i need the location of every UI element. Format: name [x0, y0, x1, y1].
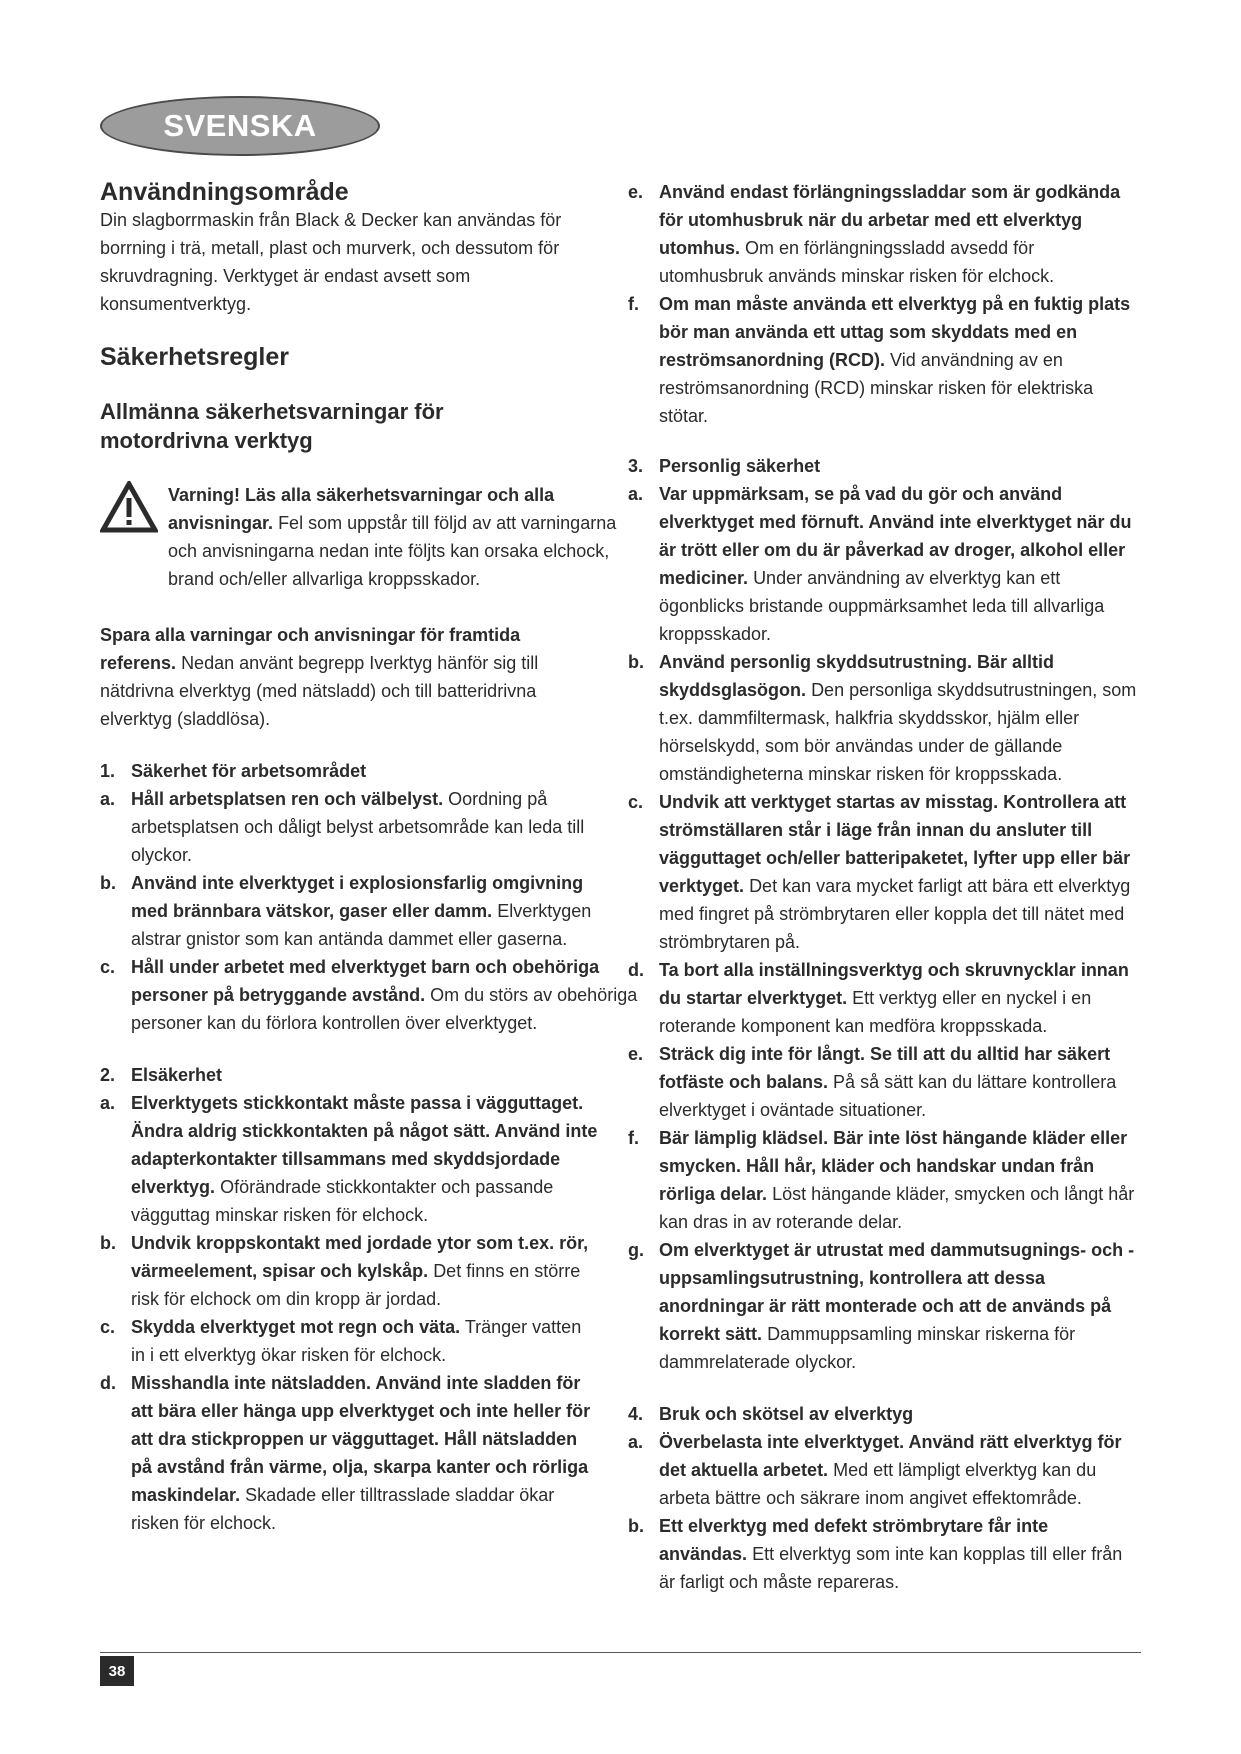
- left-column: [100, 178, 640, 1537]
- list-item: f. Bär lämplig klädsel. Bär inte löst hängande kläder eller smycken. Håll hår, kläder och handskar undan från rörliga delar. Löst hängande kläder, smycken och långt hår kan dras in av roterande delar.: [628, 1128, 1135, 1232]
- list-item: e. Sträck dig inte för långt. Se till att du alltid har säkert fotfäste och balans. På så sätt kan du lättare kontrollera elverktyget i oväntade situationer.: [628, 1044, 1117, 1120]
- list-item: c. Håll under arbetet med elverktyget barn och obehöriga personer på betryggande avstånd. Om du störs av obehöriga personer kan du förlora kontrollen över elverktyget.: [100, 957, 638, 1033]
- list-item: g. Om elverktyget är utrustat med dammutsugnings- och -uppsamlingsutrustning, kontrollera att dessa anordningar är rätt monterade och att de används på korrekt sätt. Dammuppsamling minskar riskerna för dammrelaterade olyckor.: [628, 1240, 1135, 1372]
- footer-divider: [100, 1652, 1141, 1653]
- section-number: 1.: [100, 761, 116, 781]
- general-warnings-heading: Allmänna säkerhetsvarningar för motordrivna verktyg: [100, 399, 444, 453]
- section-1: [100, 757, 638, 1037]
- section-title: Bruk och skötsel av elverktyg: [659, 1404, 914, 1424]
- save-instructions: [100, 621, 580, 733]
- list-item: b. Använd inte elverktyget i explosionsfarlig omgivning med brännbara vätskor, gaser eller damm. Elverktygen alstrar gnistor som kan antända dammet eller gaserna.: [100, 873, 592, 949]
- intended-use-text: Din slagborrmaskin från Black & Decker kan användas för borrning i trä, metall, plast och murverk, och dessutom för skruvdragning. Verktyget är endast avsett som konsumentverktyg.: [100, 210, 562, 314]
- list-item: a. Överbelasta inte elverktyget. Använd rätt elverktyg för det aktuella arbetet. Med ett lämpligt elverktyg kan du arbeta bättre och säkrare inom angivet effektområde.: [628, 1432, 1122, 1508]
- list-item: d. Misshandla inte nätsladden. Använd inte sladden för att bära eller hänga upp elverktyget och inte heller för att dra stickproppen ur vägguttaget. Håll nätsladden på avstånd från värme, olja, skarpa kanter och rörliga maskindelar. Skadade eller tilltrasslade sladdar ökar risken för elchock.: [100, 1373, 591, 1533]
- language-label: SVENSKA: [163, 108, 317, 143]
- section-title: Personlig säkerhet: [659, 456, 821, 476]
- list-item: e. Använd endast förlängningssladdar som är godkända för utomhusbruk när du arbetar med ett elverktyg utomhus. Om en förlängningssladd avsedd för utomhusbruk används minskar risken för elchock.: [628, 182, 1121, 286]
- section-2: [100, 1061, 600, 1537]
- list-item: a. Elverktygets stickkontakt måste passa i vägguttaget. Ändra aldrig stickkontakten på något sätt. Använd inte adapterkontakter tillsammans med skyddsjordade elverktyg. Oförändrade stickkontakter och passande vägguttag minskar risken för elchock.: [100, 1093, 598, 1225]
- warning-bold-text: Varning! Läs alla säkerhetsvarningar och alla anvisningar.: [168, 485, 555, 533]
- safety-heading: Säkerhetsregler: [100, 343, 290, 371]
- warning-block: [100, 481, 620, 593]
- section-3: [628, 452, 1138, 1376]
- list-item: d. Ta bort alla inställningsverktyg och skruvnycklar innan du startar elverktyget. Ett verktyg eller en nyckel i en roterande komponent kan medföra kroppsskada.: [628, 960, 1129, 1036]
- save-instructions-bold: Spara alla varningar och anvisningar för framtida referens.: [100, 625, 521, 673]
- save-instructions-text: Nedan använt begrepp Ιverktyg hänför sig till nätdrivna elverktyg (med nätsladd) och till batteridrivna elverktyg (sladdlösa).: [100, 653, 539, 729]
- warning-text: Fel som uppstår till följd av att varningarna och anvisningarna nedan inte följts kan orsaka elchock, brand och/eller allvarliga kroppsskador.: [168, 513, 617, 589]
- section-number: 4.: [628, 1404, 644, 1424]
- intended-use-heading: Användningsområde: [100, 178, 349, 206]
- list-item: b. Ett elverktyg med defekt strömbrytare får inte användas. Ett elverktyg som inte kan kopplas till eller från är farligt och måste repareras.: [628, 1516, 1123, 1592]
- page-number: 38: [100, 1656, 134, 1686]
- warning-triangle-icon: [100, 481, 168, 593]
- right-column: [628, 178, 1148, 1596]
- list-item: a. Håll arbetsplatsen ren och välbelyst. Oordning på arbetsplatsen och dåligt belyst arbetsområde kan leda till olyckor.: [100, 789, 585, 865]
- list-item: b. Använd personlig skyddsutrustning. Bär alltid skyddsglasögon. Den personliga skyddsutrustningen, som t.ex. dammfiltermask, halkfria skyddsskor, hjälm eller hörselskydd, som bör användas under de gällande omständigheterna minskar risken för kroppsskada.: [628, 652, 1137, 784]
- section-title: Elsäkerhet: [131, 1065, 223, 1085]
- section-4: [628, 1400, 1138, 1596]
- section-number: 3.: [628, 456, 644, 476]
- section-number: 2.: [100, 1065, 116, 1085]
- list-item: c. Skydda elverktyget mot regn och väta. Tränger vatten in i ett elverktyg ökar risken för elchock.: [100, 1317, 582, 1365]
- list-item: b. Undvik kroppskontakt med jordade ytor som t.ex. rör, värmeelement, spisar och kylskåp. Det finns en större risk för elchock om din kropp är jordad.: [100, 1233, 589, 1309]
- language-badge: [100, 96, 380, 156]
- list-item: f. Om man måste använda ett elverktyg på en fuktig plats bör man använda ett uttag som skyddats med en reströmsanordning (RCD). Vid användning av en reströmsanordning (RCD) minskar risken för elektriska stötar.: [628, 294, 1131, 426]
- section-2-continued: [628, 178, 1138, 430]
- list-item: c. Undvik att verktyget startas av misstag. Kontrollera att strömställaren står i läge från innan du ansluter till vägguttaget och/eller batteripaketet, lyfter upp eller bär verktyget. Det kan vara mycket farligt att bära ett elverktyg med fingret på strömbrytaren eller koppla det till nätet med strömbrytaren på.: [628, 792, 1131, 952]
- section-title: Säkerhet för arbetsområdet: [131, 761, 367, 781]
- list-item: a. Var uppmärksam, se på vad du gör och använd elverktyget med förnuft. Använd inte elverktyget när du är trött eller om du är påverkad av droger, alkohol eller mediciner. Under användning av elverktyg kan ett ögonblicks bristande ouppmärksamhet leda till allvarliga kroppsskador.: [628, 484, 1132, 644]
